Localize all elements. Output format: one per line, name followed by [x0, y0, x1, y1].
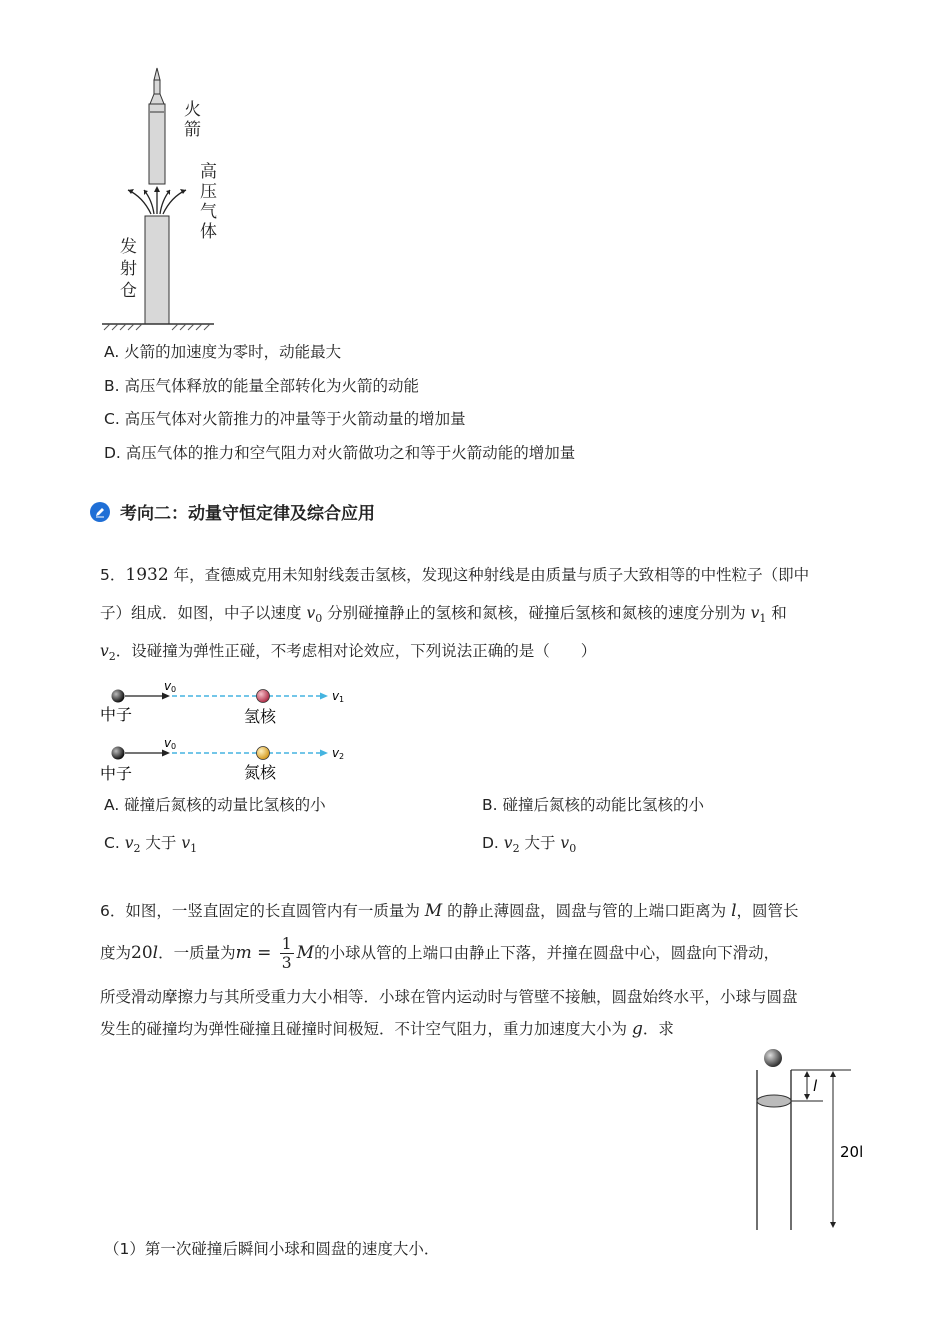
svg-text:0: 0: [171, 742, 177, 751]
v1-label: v: [332, 689, 340, 703]
section-title: 考向二：动量守恒定律及综合应用: [120, 504, 375, 524]
q5-line-2: 子）组成．如图，中子以速度 $v_0$ 分别碰撞静止的氢核和氮核，碰撞后氢核和氮核的速度分别为 $v_1$ 和: [100, 604, 787, 626]
label-gas: 高压气体: [200, 162, 217, 242]
q6-subquestion-1: （1）第一次碰撞后瞬间小球和圆盘的速度大小．: [104, 1240, 440, 1258]
label-rocket: 火箭: [184, 100, 201, 140]
label-20l: 20l: [840, 1143, 864, 1161]
svg-text:1: 1: [339, 695, 345, 704]
neutron-ball-2: [112, 747, 125, 760]
q4-option-b: B. 高压气体释放的能量全部转化为火箭的动能: [104, 377, 419, 395]
neutron-label-2: 中子: [100, 764, 133, 783]
v2-label: v: [332, 746, 340, 760]
label-l: l: [813, 1077, 818, 1095]
pencil-icon: [90, 502, 110, 522]
q4-option-a: A. 火箭的加速度为零时，动能最大: [104, 343, 342, 361]
fraction-one-third: $\frac{1}{3}$: [281, 934, 292, 972]
q5-option-b: B. 碰撞后氮核的动能比氢核的小: [482, 796, 704, 814]
q4-option-d: D. 高压气体的推力和空气阻力对火箭做功之和等于火箭动能的增加量: [104, 444, 576, 462]
hydrogen-label: 氢核: [244, 707, 277, 726]
q5-option-d: D. $v_2$ 大于 $v_0$: [482, 834, 577, 856]
silo-shape: [145, 216, 169, 324]
label-silo: 发射仓: [120, 237, 137, 301]
q4-option-c: C. 高压气体对火箭推力的冲量等于火箭动量的增加量: [104, 410, 466, 428]
hydrogen-ball: [257, 690, 270, 703]
q6-line-4: 发生的碰撞均为弹性碰撞且碰撞时间极短．不计空气阻力，重力加速度大小为 g．求: [100, 1019, 674, 1039]
section-header: [90, 499, 375, 524]
q6-line-3: 所受滑动摩擦力与其所受重力大小相等．小球在管内运动时与管壁不接触，圆盘始终水平，小球与圆盘: [100, 988, 798, 1006]
neutron-label-1: 中子: [100, 705, 133, 724]
svg-text:2: 2: [339, 752, 345, 761]
q5-collision-figure: [98, 676, 360, 788]
q5-line-1: 5．1932 年，查德威克用未知射线轰击氢核，发现这种射线是由质量与质子大致相等的中性粒子（即中: [100, 565, 810, 585]
nitrogen-label: 氮核: [244, 763, 277, 782]
rocket-shape: [149, 68, 165, 184]
small-ball: [764, 1049, 782, 1067]
q6-line-2: 度为 20 l ．一质量为 m = $\frac{1}{3}$ M 的小球从管的上端口由静止下落，并撞在圆盘中心，圆盘向下滑动，: [100, 934, 780, 972]
nitrogen-ball: [257, 747, 270, 760]
q6-line-1: 6．如图，一竖直固定的长直圆管内有一质量为 M 的静止薄圆盘，圆盘与管的上端口距离为 l，圆管长: [100, 901, 799, 921]
q5-option-c: C. $v_2$ 大于 $v_1$: [104, 834, 198, 856]
v0-label-2: v: [164, 736, 172, 750]
svg-text:0: 0: [171, 685, 177, 694]
q6-tube-figure: [745, 1042, 875, 1234]
thin-disc: [757, 1095, 791, 1107]
gas-arrows: [128, 189, 186, 214]
q5-line-3: $v_2$．设碰撞为弹性正碰，不考虑相对论效应，下列说法正确的是（ ）: [100, 642, 597, 664]
v0-label-1: v: [164, 679, 172, 693]
neutron-ball-1: [112, 690, 125, 703]
q5-option-a: A. 碰撞后氮核的动量比氢核的小: [104, 796, 326, 814]
